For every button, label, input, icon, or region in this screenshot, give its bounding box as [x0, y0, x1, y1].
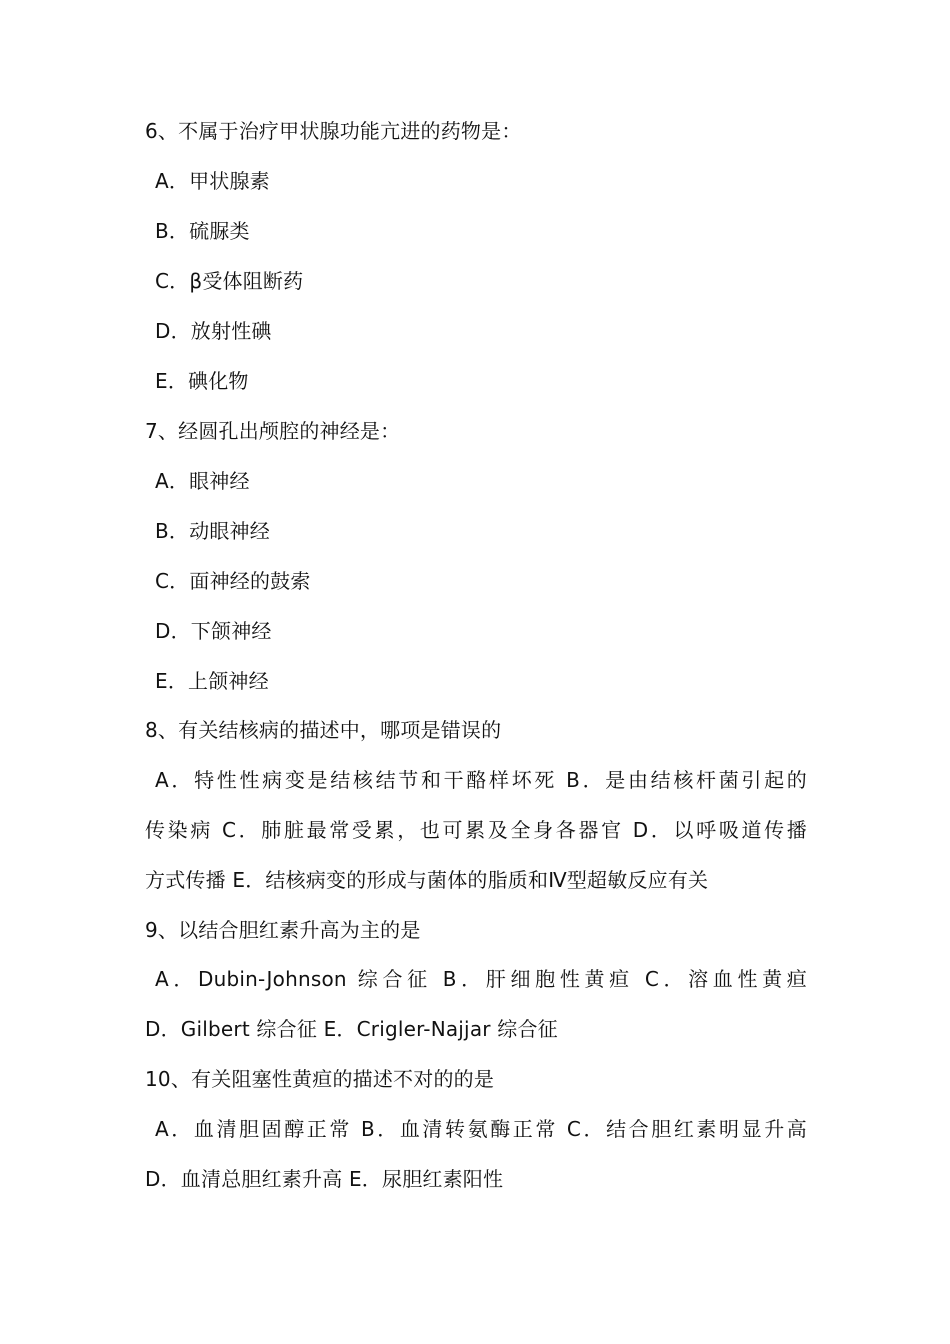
question-10-options-line-1: A．血清胆固醇正常 B．血清转氨酶正常 C．结合胆红素明显升高 — [155, 1117, 807, 1141]
question-9-options-line-1: A．Dubin-Johnson 综合征 B．肝细胞性黄疸 C．溶血性黄疸 — [155, 967, 807, 991]
question-8-options-line-2: 传染病 C．肺脏最常受累，也可累及全身各器官 D．以呼吸道传播 — [145, 818, 807, 842]
question-6-stem: 6、不属于治疗甲状腺功能亢进的药物是： — [145, 119, 522, 143]
question-10-stem: 10、有关阻塞性黄疸的描述不对的的是 — [145, 1067, 495, 1091]
question-6-option-a: A．甲状腺素 — [155, 169, 270, 193]
question-6-option-c: C．β受体阻断药 — [155, 269, 304, 293]
question-7-option-b: B．动眼神经 — [155, 519, 270, 543]
question-9-options-line-2: D．Gilbert 综合征 E．Crigler-Najjar 综合征 — [145, 1017, 558, 1041]
question-7-stem: 7、经圆孔出颅腔的神经是： — [145, 419, 401, 443]
question-8-stem: 8、有关结核病的描述中，哪项是错误的 — [145, 718, 502, 742]
question-8-options-line-1: A．特性性病变是结核结节和干酪样坏死 B．是由结核杆菌引起的 — [155, 768, 807, 792]
question-10-options-line-2: D．血清总胆红素升高 E．尿胆红素阳性 — [145, 1167, 504, 1191]
question-7-option-c: C．面神经的鼓索 — [155, 569, 311, 593]
question-7-option-e: E．上颌神经 — [155, 669, 269, 693]
question-6-option-e: E．碘化物 — [155, 369, 249, 393]
question-6-option-d: D．放射性碘 — [155, 319, 272, 343]
question-6-option-b: B．硫脲类 — [155, 219, 250, 243]
question-7-option-a: A．眼神经 — [155, 469, 250, 493]
question-7-option-d: D．下颌神经 — [155, 619, 272, 643]
question-8-options-line-3: 方式传播 E．结核病变的形成与菌体的脂质和Ⅳ型超敏反应有关 — [145, 868, 709, 892]
question-9-stem: 9、以结合胆红素升高为主的是 — [145, 918, 421, 942]
